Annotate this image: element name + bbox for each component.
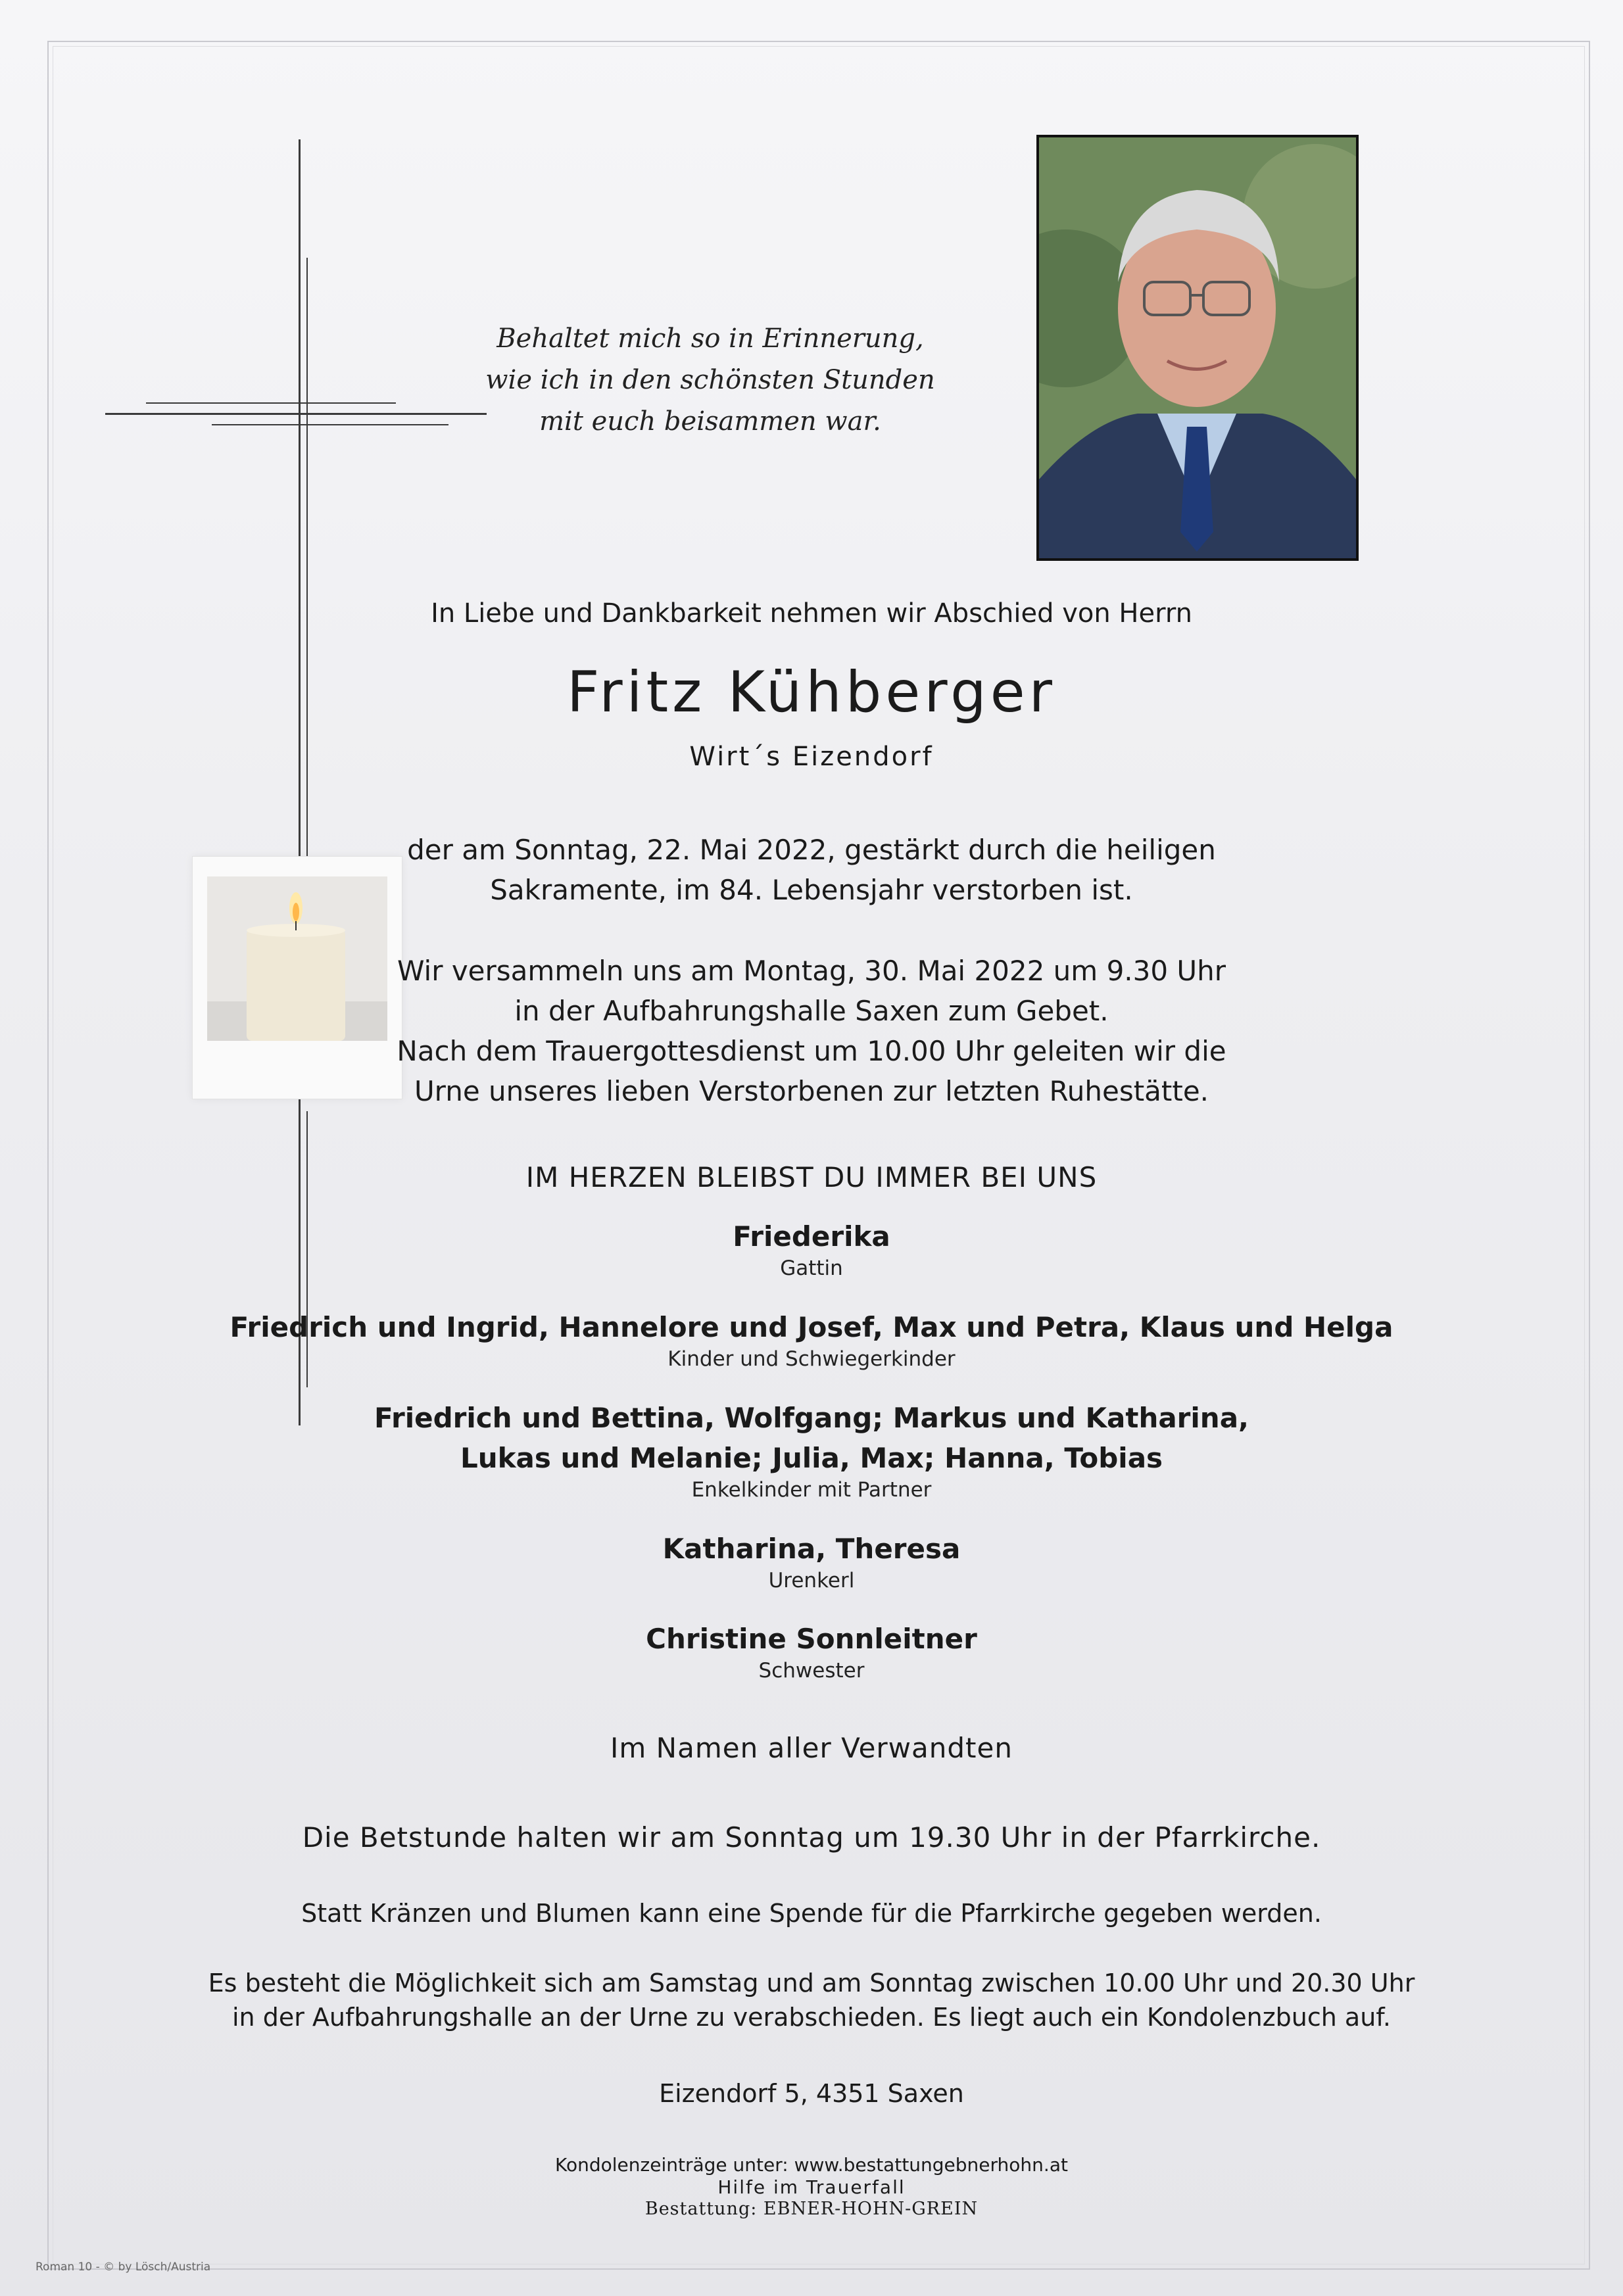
portrait-photo xyxy=(1036,135,1359,561)
relative-names: Friedrich und Ingrid, Hannelore und Josef, Max und Petra, Klaus und Helga xyxy=(230,1311,1393,1343)
gathering-line: Urne unseres lieben Verstorbenen zur letzten Ruhestätte. xyxy=(414,1075,1209,1107)
deceased-name: Fritz Kühberger xyxy=(567,659,1056,725)
quote-line: Behaltet mich so in Erinnerung, xyxy=(497,323,924,354)
deceased-nickname: Wirt´s Eizendorf xyxy=(689,742,934,772)
intro-text: In Liebe und Dankbarkeit nehmen wir Abschied von Herrn xyxy=(431,598,1192,629)
relative-relation: Kinder und Schwiegerkinder xyxy=(667,1347,956,1371)
relatives-list xyxy=(0,1398,1623,1502)
farewell-note xyxy=(0,1966,1623,2034)
undertaker-name: Bestattung: EBNER-HOHN-GREIN xyxy=(644,2199,979,2219)
relative-names: Friederika xyxy=(733,1220,890,1253)
relative-names: Christine Sonnleitner xyxy=(646,1623,977,1655)
help-text: Hilfe im Trauerfall xyxy=(717,2176,906,2198)
gathering-line: in der Aufbahrungshalle Saxen zum Gebet. xyxy=(514,995,1109,1027)
quote-line: wie ich in den schönsten Stunden xyxy=(485,365,935,395)
farewell-line: Es besteht die Möglichkeit sich am Samstag und am Sonntag zwischen 10.00 Uhr und 20.30 Uhr xyxy=(208,1969,1415,1997)
relatives-list xyxy=(0,1307,1623,1371)
donation-note: Statt Kränzen und Blumen kann eine Spende für die Pfarrkirche gegeben werden. xyxy=(301,1899,1322,1928)
farewell-line: in der Aufbahrungshalle an der Urne zu verabschieden. Es liegt auch ein Kondolenzbuch auf. xyxy=(232,2003,1391,2032)
gathering-line: Wir versammeln uns am Montag, 30. Mai 2022 um 9.30 Uhr xyxy=(397,955,1226,987)
relative-relation: Schwester xyxy=(758,1659,865,1683)
death-line: der am Sonntag, 22. Mai 2022, gestärkt durch die heiligen xyxy=(407,834,1216,866)
relatives-list xyxy=(0,1216,1623,1280)
relative-names: Friedrich und Bettina, Wolfgang; Markus und Katharina, xyxy=(374,1402,1249,1434)
relative-relation: Gattin xyxy=(780,1256,843,1280)
death-notice xyxy=(0,830,1623,910)
print-mark: Roman 10 - © by Lösch/Austria xyxy=(36,2260,211,2274)
prayer-note: Die Betstunde halten wir am Sonntag um 19.30 Uhr in der Pfarrkirche. xyxy=(302,1821,1321,1854)
address: Eizendorf 5, 4351 Saxen xyxy=(659,2079,964,2108)
relatives-list xyxy=(0,1529,1623,1592)
relative-names: Katharina, Theresa xyxy=(662,1533,961,1565)
relative-relation: Enkelkinder mit Partner xyxy=(691,1478,932,1502)
gathering-notice xyxy=(0,951,1623,1111)
heart-line: IM HERZEN BLEIBST DU IMMER BEI UNS xyxy=(525,1161,1098,1193)
death-line: Sakramente, im 84. Lebensjahr verstorben ist. xyxy=(490,874,1133,906)
quote-line: mit euch beisammen war. xyxy=(539,406,881,437)
gathering-line: Nach dem Trauergottesdienst um 10.00 Uhr geleiten wir die xyxy=(397,1035,1226,1067)
relatives-list xyxy=(0,1619,1623,1683)
all-relatives-line: Im Namen aller Verwandten xyxy=(610,1732,1013,1764)
undertaker-footer xyxy=(0,2154,1623,2219)
relative-relation: Urenkerl xyxy=(768,1569,855,1592)
condolence-url: Kondolenzeinträge unter: www.bestattungebnerhohn.at xyxy=(555,2154,1068,2176)
memorial-quote xyxy=(460,318,960,442)
relative-names: Lukas und Melanie; Julia, Max; Hanna, Tobias xyxy=(460,1442,1163,1474)
